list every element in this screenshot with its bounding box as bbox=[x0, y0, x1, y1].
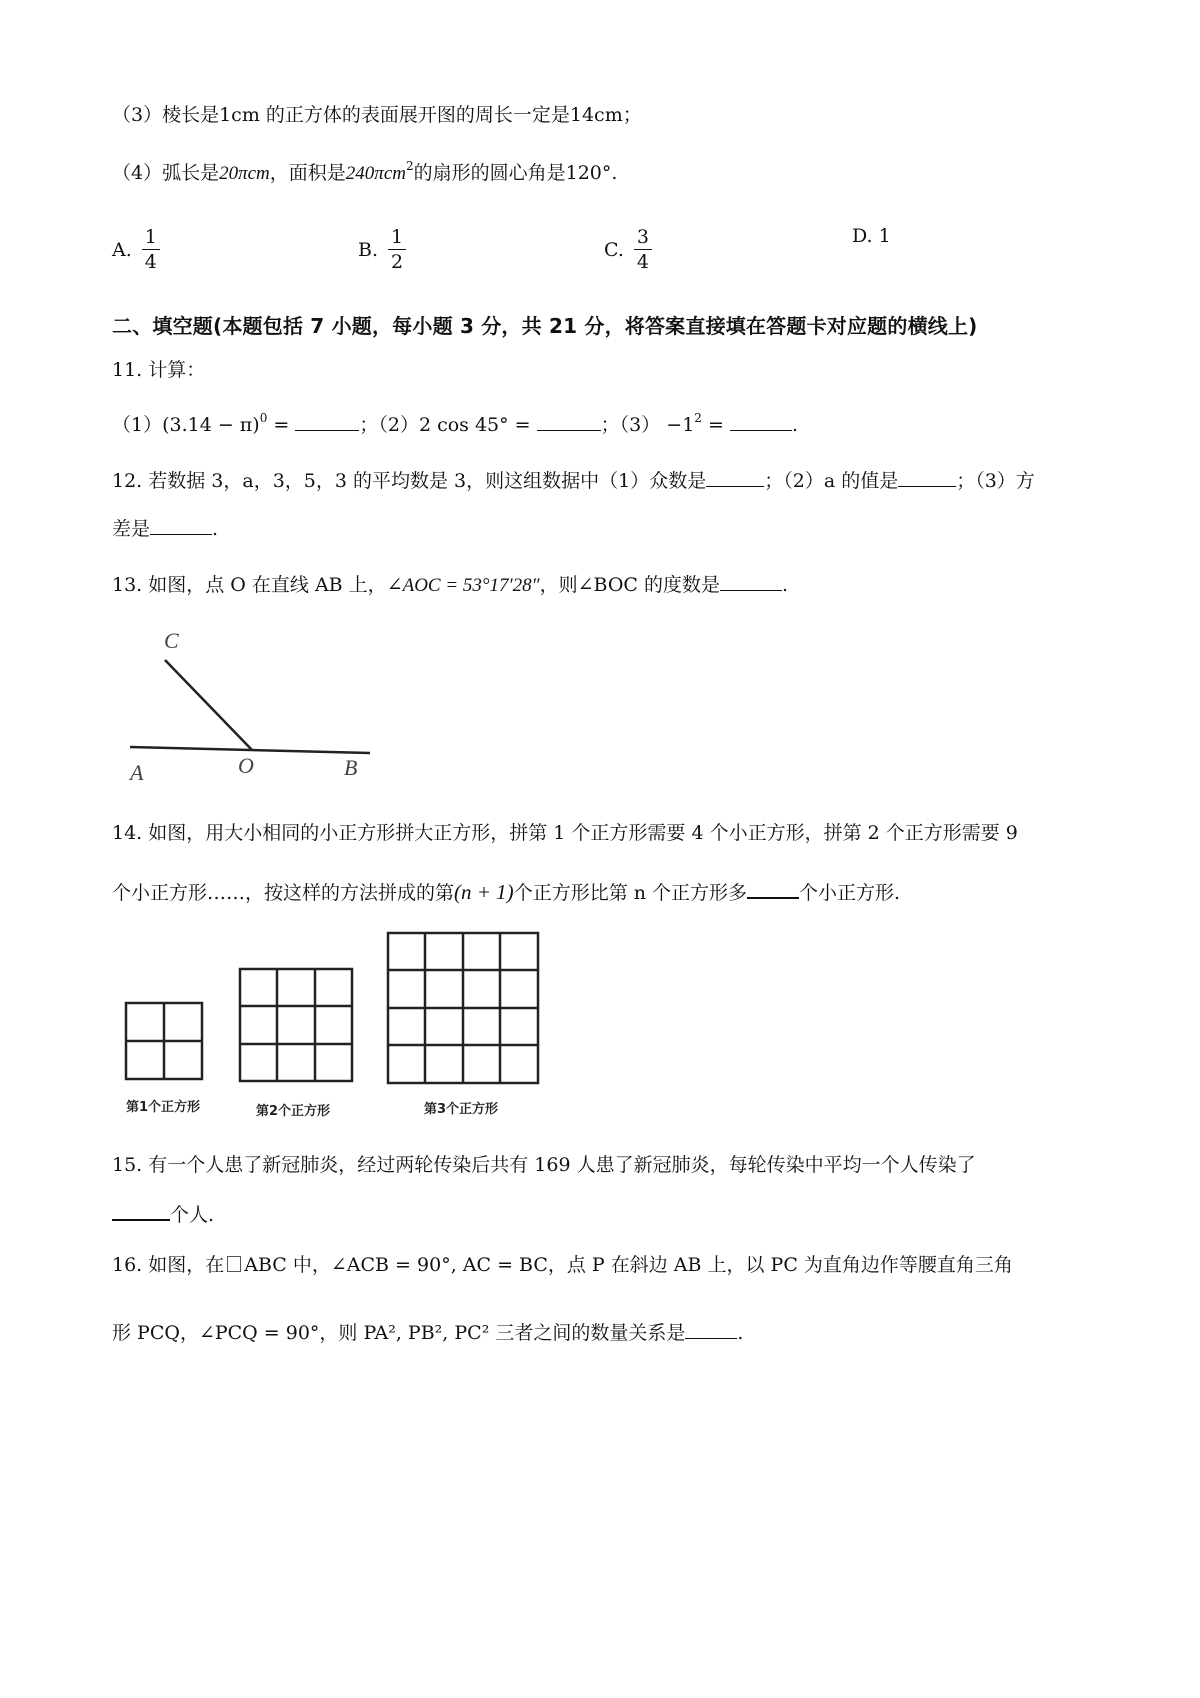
q11-blank-1[interactable] bbox=[295, 412, 359, 431]
q13-angle-figure bbox=[120, 625, 380, 785]
q16-blank[interactable] bbox=[685, 1320, 737, 1339]
q14-line-1: 14. 如图，用大小相同的小正方形拼大正方形，拼第 1 个正方形需要 4 个小正方形，拼第 2 个正方形需要 9 bbox=[112, 822, 1018, 844]
option-a[interactable]: A. $\frac{1}{4}$ bbox=[112, 225, 160, 274]
q14-squares-figure bbox=[118, 925, 548, 1125]
q12-blank-2[interactable] bbox=[898, 468, 956, 487]
q15-line-2: 个人. bbox=[112, 1200, 214, 1230]
q13-stem: 13. 如图，点 O 在直线 AB 上，∠AOC = 53°17′28″，则∠BOC 的度数是 . bbox=[112, 574, 789, 596]
triangle-symbol bbox=[227, 1256, 241, 1272]
ray-oc bbox=[165, 660, 252, 750]
square-grid-3 bbox=[388, 933, 538, 1083]
q12-line-1: 12. 若数据 3，a，3，5，3 的平均数是 3，则这组数据中（1）众数是 ；（2）a 的值是 ；（3）方 bbox=[112, 470, 1035, 492]
option-d[interactable]: D. 1 bbox=[852, 225, 891, 247]
q14-line-2: 个小正方形……，按这样的方法拼成的第(n + 1)个正方形比第 n 个正方形多 个小正方形. bbox=[112, 880, 901, 904]
q10-item-4: （4）弧长是20πcm，面积是240πcm$^2$的扇形的圆心角是120°. bbox=[112, 159, 618, 184]
option-c-fraction: $\frac{3}{4}$ bbox=[634, 225, 652, 274]
caption-2: 第2个正方形 bbox=[256, 1104, 331, 1119]
option-b-fraction: $\frac{1}{2}$ bbox=[388, 225, 406, 274]
label-o: O bbox=[238, 753, 254, 778]
option-c[interactable]: C. $\frac{3}{4}$ bbox=[604, 225, 652, 274]
q11-parts: $(1)(3.14 - \pi)^0$ = ；（2）2 cos 45° = ；$(3) -1^2$ = . bbox=[112, 411, 798, 436]
square-grid-1 bbox=[126, 1003, 202, 1079]
q12-line-2: 差是 . bbox=[112, 518, 219, 540]
q15-blank[interactable] bbox=[112, 1201, 170, 1221]
q11-stem: 11. 计算： bbox=[112, 359, 206, 381]
option-b[interactable]: B. $\frac{1}{2}$ bbox=[358, 225, 406, 274]
q10-item-3: （3）棱长是1cm 的正方体的表面展开图的周长一定是14cm； bbox=[112, 104, 642, 126]
option-a-fraction: $\frac{1}{4}$ bbox=[142, 225, 160, 274]
q13-blank[interactable] bbox=[720, 572, 782, 591]
q12-blank-3[interactable] bbox=[150, 516, 212, 535]
label-b: B bbox=[344, 755, 358, 780]
caption-3: 第3个正方形 bbox=[424, 1102, 499, 1117]
section-2-heading: 二、填空题(本题包括 7 小题，每小题 3 分，共 21 分，将答案直接填在答题卡对应题的横线上) bbox=[112, 314, 978, 338]
q16-line-2: 形 PCQ，∠PCQ = 90°，则 PA², PB², PC² 三者之间的数量关系是 . bbox=[112, 1322, 744, 1344]
q15-line-1: 15. 有一个人患了新冠肺炎，经过两轮传染后共有 169 人患了新冠肺炎，每轮传染中平均一个人传染了 bbox=[112, 1154, 976, 1176]
q14-blank[interactable] bbox=[747, 879, 799, 899]
q16-line-1: 16. 如图，在 ABC 中，∠ACB = 90°, AC = BC，点 P 在斜边 AB 上，以 PC 为直角边作等腰直角三角 bbox=[112, 1254, 1013, 1276]
q11-blank-2[interactable] bbox=[537, 412, 601, 431]
label-a: A bbox=[130, 760, 144, 785]
label-c: C bbox=[164, 628, 179, 653]
q11-blank-3[interactable] bbox=[730, 412, 792, 431]
square-grid-2 bbox=[240, 969, 352, 1081]
caption-1: 第1个正方形 bbox=[126, 1100, 201, 1115]
q12-blank-1[interactable] bbox=[706, 468, 764, 487]
